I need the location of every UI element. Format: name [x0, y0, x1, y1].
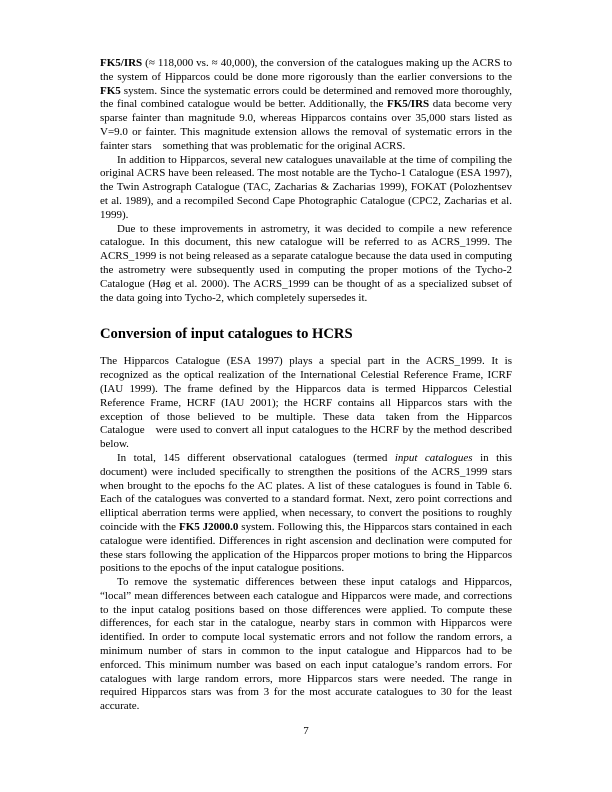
paragraphs-after-heading	[100, 355, 512, 714]
text-segment: In total, 145 different observational catalogues (termed	[117, 451, 395, 464]
paragraph	[100, 154, 512, 223]
text-segment: In addition to Hipparcos, several new catalogues unavailable at the time of compiling the original ACRS have been released. The most notable are the Tycho-1 Catalogue (ESA 1997), the Twin Astrograph Catalogue (TAC, Zacharias & Zacharias 1999), FOKAT (Polozhentsev et al. 1989), and a recompiled Second Cape Photographic Catalogue (CPC2, Zacharias et al. 1999).	[100, 153, 512, 221]
text-segment: system. Following this, the Hipparcos stars contained in each catalogue were identified. Differences in right ascension and declination were computed for these stars following the application of the Hipparcos proper motions to bring the Hipparcos positions to the epochs of the input catalogue positions.	[100, 520, 512, 575]
text-segment: To remove the systematic differences between these input catalogs and Hipparcos, “local” mean differences between each catalogue and Hipparcos were made, and corrections to the input catalog positions based on those differences were applied. To compute these differences, for each star in the catalogue, nearby stars in common with Hipparcos were identified. In order to compute local systematic errors and not follow the random errors, a minimum number of stars in common to the input catalogue and Hipparcos had to be enforced. This minimum number was based on each input catalogue’s random errors. For catalogues with large random errors, more Hipparcos stars were needed. The range in required Hipparcos stars was from 3 for the most accurate catalogues to 30 for the least accurate.	[100, 576, 512, 713]
text-segment: FK5/IRS	[100, 57, 143, 69]
text-segment: FK5/IRS	[386, 98, 430, 111]
text-segment: FK5	[100, 84, 121, 97]
text-segment: (≈ 118,000 vs. ≈ 40,000), the conversion of the catalogues making up the ACRS to the system of Hipparcos could be done more rigorously than the earlier conversions to the	[100, 57, 512, 83]
text-segment: data become very sparse fainter than magnitude 9.0, whereas Hipparcos contains over 35,000 stars listed as V=9.0 or fainter. This magnitude extension allows the removal of systematic errors in the fainter stars something that was problematic for the original ACRS.	[100, 98, 512, 152]
text-column	[100, 57, 512, 714]
text-segment: in this document) were included specifically to strengthen the positions of the ACRS_1999 stars when brought to the epochs fo the AC plates. A list of these catalogues is found in Table 6. Each of the catalogues was converted to a standard format. Next, zero point corrections and elliptical aberration terms were applied, when necessary, to convert the positions to roughly coincide with the	[100, 451, 512, 533]
paragraph	[100, 576, 512, 714]
paragraph	[100, 223, 512, 306]
text-segment: FK5 J2000.0	[178, 520, 239, 533]
page-number: 7	[303, 725, 309, 737]
section-heading: Conversion of input catalogues to HCRS	[100, 326, 353, 343]
paragraph	[100, 57, 512, 154]
paragraph	[100, 452, 512, 576]
text-segment: system. Since the systematic errors could be determined and removed more thoroughly, the final combined catalogue would be better. Additionally, the	[100, 84, 512, 111]
paragraphs-before-heading	[100, 57, 512, 305]
text-segment: input catalogues	[394, 451, 473, 464]
text-segment: Due to these improvements in astrometry, it was decided to compile a new reference catalogue. In this document, this new catalogue will be referred to as ACRS_1999. The ACRS_1999 is not being released as a separate catalogue because the data used in computing the astrometry were subsequently used in computing the proper motions of the Tycho-2 Catalogue (Høg et al. 2000). The ACRS_1999 can be thought of as a specialized subset of the data going into Tycho-2, which completely supersedes it.	[100, 222, 512, 304]
paragraph	[100, 355, 512, 452]
text-segment: The Hipparcos Catalogue (ESA 1997) plays a special part in the ACRS_1999. It is recognized as the optical realization of the International Celestial Reference Frame, ICRF (IAU 1999). The frame defined by the Hipparcos data is termed Hipparcos Celestial Reference Frame, HCRF (IAU 2001); the HCRF contains all Hipparcos stars with the exception of those believed to be multiple. These data taken from the Hipparcos Catalogue were used to convert all input catalogues to the HCRF by the method described below.	[100, 355, 512, 451]
